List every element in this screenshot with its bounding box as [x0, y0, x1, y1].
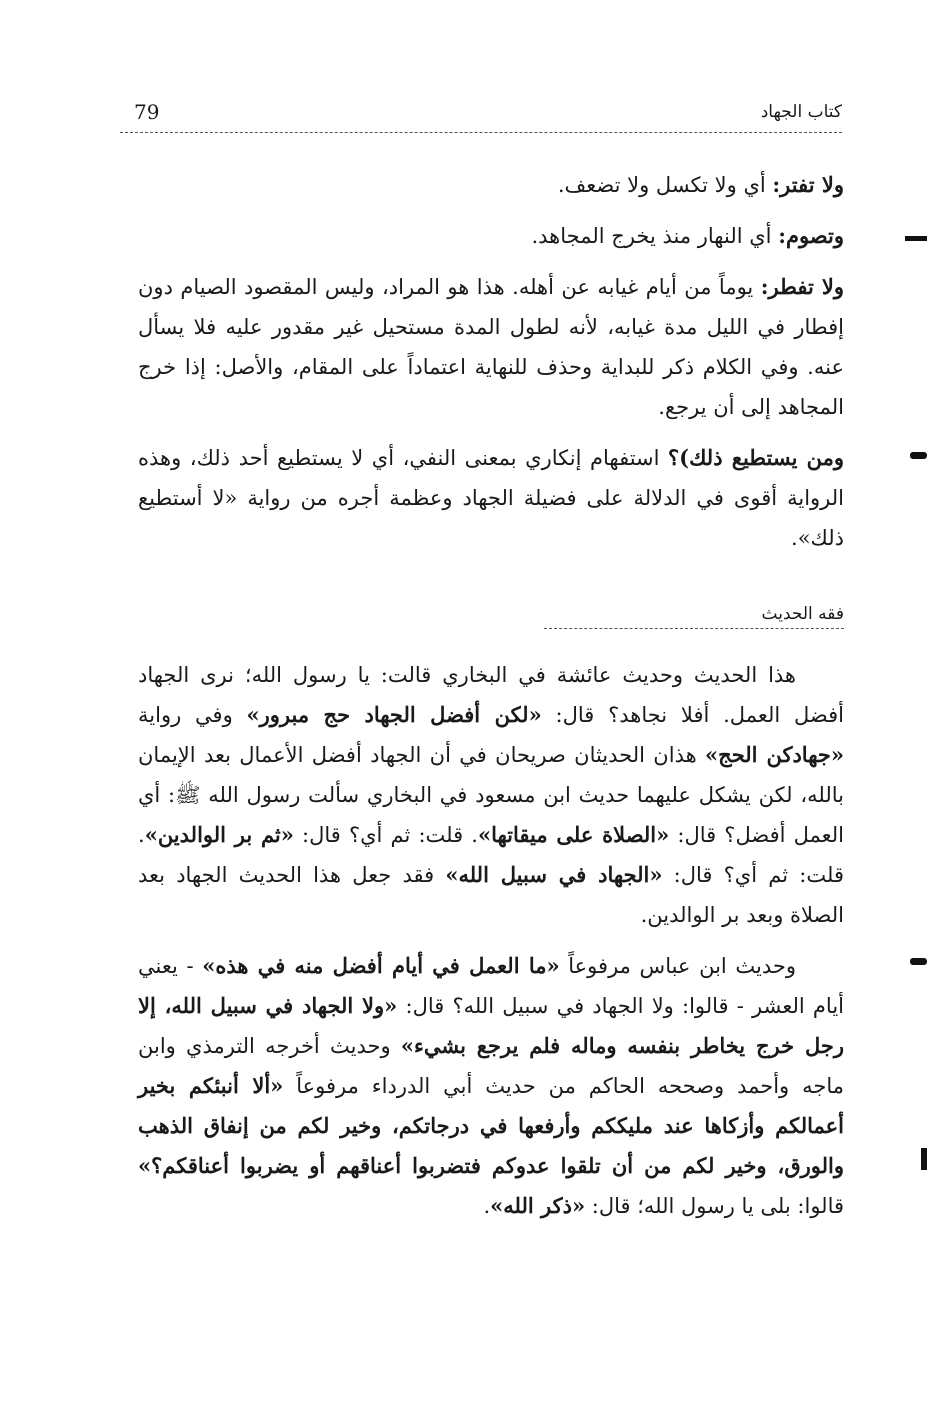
- commentary-block: [138, 165, 844, 569]
- header-rule: [120, 132, 842, 133]
- text-run: وحديث أخرجه الترمذي وابن ماجه وأحمد وصححه الحاكم من حديث أبي الدرداء مرفوعاً: [138, 1034, 844, 1098]
- text-run: . قلت: ثم أي؟ قال:: [138, 823, 844, 887]
- paragraph-man-yastati: [138, 438, 844, 558]
- fiqh-block: [138, 655, 844, 1237]
- text-run: هذا الحديث وحديث عائشة في البخاري قالت: يا رسول الله؛ نرى الجهاد أفضل العمل. أفلا نجاهد؟ قال:: [138, 663, 844, 727]
- scan-margin-mark: [905, 236, 927, 241]
- quote-run: «ولا الجهاد في سبيل الله، إلا رجل خرج يخاطر بنفسه وماله فلم يرجع بشيء»: [138, 993, 844, 1058]
- scan-margin-mark: [910, 452, 927, 459]
- quote-run: «ألا أنبئكم بخير أعمالكم وأزكاها عند مليككم وأرفعها في درجاتكم، وخير لكم من إنفاق الذهب والورق، وخير لكم من أن تلقوا عدوكم فتضربوا أعناقهم أو يضربوا أعناقكم؟»: [138, 1073, 844, 1178]
- text-run: فقد جعل هذا الحديث الجهاد بعد الصلاة وبعد بر الوالدين.: [138, 863, 844, 927]
- text-run: .: [483, 1194, 491, 1218]
- scan-margin-mark: [921, 1148, 927, 1170]
- term: وتصوم:: [778, 223, 844, 248]
- section-rule: [544, 628, 844, 629]
- text-run: قالوا: بلى يا رسول الله؛ قال:: [585, 1194, 844, 1218]
- gloss: أي النهار منذ يخرج المجاهد.: [531, 224, 779, 248]
- section-heading: [544, 604, 844, 629]
- section-title: فقه الحديث: [761, 604, 844, 624]
- text-run: - يعني أيام العشر - قالوا: ولا الجهاد في سبيل الله؟ قال:: [138, 954, 845, 1018]
- quote-run: «ذكر الله»: [490, 1193, 586, 1218]
- page-number: 79: [134, 100, 160, 124]
- quote-run: «الجهاد في سبيل الله»: [445, 862, 663, 887]
- page-header: [120, 100, 842, 130]
- quote-run: «لكن أفضل الجهاد حج مبرور»: [246, 702, 542, 727]
- paragraph-hadith-aisha: [138, 655, 844, 935]
- quote-run: «ما العمل في أيام أفضل منه في هذه»: [202, 953, 560, 978]
- quote-run: «جهادكن الحج»: [705, 742, 844, 767]
- quote-run: «ثم بر الوالدين»: [144, 822, 294, 847]
- scan-margin-mark: [910, 958, 927, 965]
- gloss: يوماً من أيام غيابه عن أهله. هذا هو المراد، وليس المقصود الصيام دون إفطار في الليل مدة غيابه، لأنه لطول المدة مستحيل غير مقدور عليه فلا يسأل عنه. وفي الكلام ذكر للبداية وحذف للنهاية اعتماداً على المقام، والأصل: إذا خرج المجاهد إلى أن يرجع.: [138, 275, 844, 419]
- term: ومن يستطيع ذلك)؟: [668, 445, 844, 470]
- gloss: أي ولا تكسل ولا تضعف.: [557, 173, 773, 197]
- paragraph-la-tuftir: [138, 267, 844, 427]
- term: ولا تفتر:: [772, 172, 844, 197]
- running-title: كتاب الجهاد: [760, 102, 842, 122]
- paragraph-tasum: [138, 216, 844, 256]
- paragraph-hadith-ibn-abbas: [138, 946, 844, 1226]
- text-run: وفي رواية: [138, 703, 247, 727]
- text-run: وحديث ابن عباس مرفوعاً: [559, 954, 797, 978]
- quote-run: «الصلاة على ميقاتها»: [477, 822, 670, 847]
- term: ولا تفطر:: [760, 274, 844, 299]
- text-run: هذان الحديثان صريحان في أن الجهاد أفضل الأعمال بعد الإيمان بالله، لكن يشكل عليهما حديث ابن مسعود في البخاري سألت رسول الله ﷺ: أي العمل أفضل؟ قال:: [138, 743, 844, 847]
- text-run: . قلت: ثم أي؟ قال:: [293, 823, 478, 847]
- paragraph-la-taftur: [138, 165, 844, 205]
- gloss: استفهام إنكاري بمعنى النفي، أي لا يستطيع أحد ذلك، وهذه الرواية أقوى في الدلالة على فضيلة الجهاد وعظمة أجره من رواية «لا أستطيع ذلك».: [138, 446, 844, 550]
